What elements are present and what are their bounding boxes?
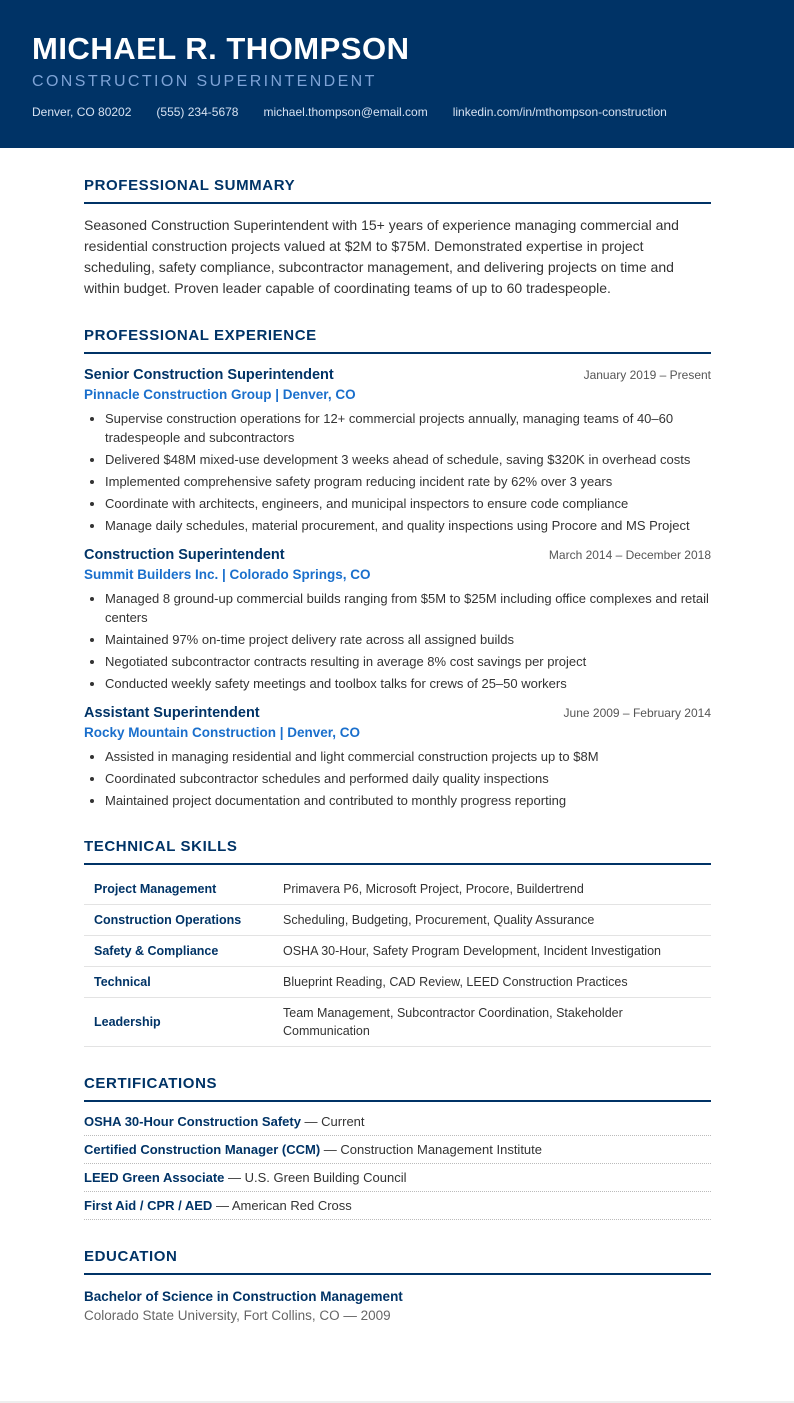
bullet-item: • Supervise construction operations for 12+ commercial projects annually, managing teams of 40–60 tradespeople and subcontractors	[105, 409, 711, 447]
summary-section	[84, 177, 711, 299]
job-dates: January 2019 – Present	[583, 368, 711, 382]
job-entry	[84, 545, 711, 693]
company: Pinnacle Construction Group | Denver, CO	[84, 387, 356, 402]
section-heading: PROFESSIONAL SUMMARY	[84, 177, 711, 204]
school: Colorado State University, Fort Collins, CO — 2009	[84, 1308, 391, 1323]
certification-name: Certified Construction Manager (CCM)	[84, 1142, 321, 1157]
skills-table	[84, 874, 711, 1047]
skill-category: Project Management	[84, 874, 273, 905]
bullet-item: • Coordinate with architects, engineers, and municipal inspectors to ensure code compliance	[105, 494, 711, 513]
bullet-item: • Conducted weekly safety meetings and toolbox talks for crews of 25–50 workers	[105, 674, 711, 693]
skill-row	[84, 967, 711, 998]
skills-section	[84, 838, 711, 1047]
job-title: Construction Superintendent	[84, 547, 285, 563]
job-header	[84, 703, 711, 723]
skill-category: Safety & Compliance	[84, 936, 273, 967]
bullet-item: • Manage daily schedules, material procurement, and quality inspections using Procore and MS Project	[105, 516, 711, 535]
linkedin: linkedin.com/in/mthompson-construction	[452, 105, 667, 119]
skill-category: Technical	[84, 967, 273, 998]
job-title: Senior Construction Superintendent	[84, 367, 334, 383]
job-title: Assistant Superintendent	[84, 705, 260, 721]
section-heading: TECHNICAL SKILLS	[84, 838, 711, 865]
company: Rocky Mountain Construction | Denver, CO	[84, 725, 361, 740]
bullet-item: • Coordinated subcontractor schedules and performed daily quality inspections	[105, 769, 711, 788]
section-heading: EDUCATION	[84, 1248, 711, 1275]
bullet-item: • Negotiated subcontractor contracts resulting in average 8% cost savings per project	[105, 652, 711, 671]
job-bullets	[84, 409, 711, 535]
skill-items: OSHA 30-Hour, Safety Program Development, Incident Investigation	[273, 936, 711, 967]
skill-items: Primavera P6, Microsoft Project, Procore, Buildertrend	[273, 874, 711, 905]
candidate-name: MICHAEL R. THOMPSON	[32, 31, 410, 66]
job-bullets	[84, 747, 711, 810]
skill-row	[84, 998, 711, 1047]
job-bullets	[84, 589, 711, 693]
bullet-item: • Maintained project documentation and contributed to monthly progress reporting	[105, 791, 711, 810]
job-dates: June 2009 – February 2014	[563, 706, 711, 720]
candidate-title: CONSTRUCTION SUPERINTENDENT	[32, 73, 377, 90]
skill-category: Leadership	[84, 998, 273, 1047]
skill-items: Blueprint Reading, CAD Review, LEED Construction Practices	[273, 967, 711, 998]
job-entry	[84, 365, 711, 535]
certification-name: LEED Green Associate	[84, 1170, 225, 1185]
certification-item	[84, 1192, 711, 1220]
certification-item	[84, 1136, 711, 1164]
skill-items: Scheduling, Budgeting, Procurement, Quality Assurance	[273, 905, 711, 936]
skill-row	[84, 936, 711, 967]
certification-issuer: — Construction Management Institute	[320, 1142, 543, 1157]
phone: (555) 234-5678	[156, 105, 239, 119]
bullet-item: • Assisted in managing residential and light commercial construction projects up to $8M	[105, 747, 711, 766]
certification-issuer: — U.S. Green Building Council	[224, 1170, 407, 1185]
bullet-item: • Managed 8 ground-up commercial builds ranging from $5M to $25M including office complexes and retail centers	[105, 589, 711, 627]
skill-category: Construction Operations	[84, 905, 273, 936]
experience-section	[84, 327, 711, 810]
contact-info	[32, 105, 762, 119]
bullet-item: • Implemented comprehensive safety program reducing incident rate by 62% over 3 years	[105, 472, 711, 491]
job-dates: March 2014 – December 2018	[548, 548, 711, 562]
certification-name: OSHA 30-Hour Construction Safety	[84, 1114, 301, 1129]
certification-issuer: — Current	[300, 1114, 365, 1129]
section-heading: CERTIFICATIONS	[84, 1075, 711, 1102]
certification-name: First Aid / CPR / AED	[84, 1198, 213, 1213]
bullet-item: • Maintained 97% on-time project delivery rate across all assigned builds	[105, 630, 711, 649]
certification-item	[84, 1164, 711, 1192]
bullet-item: • Delivered $48M mixed-use development 3 weeks ahead of schedule, saving $320K in overhead costs	[105, 450, 711, 469]
skill-items: Team Management, Subcontractor Coordination, Stakeholder Communication	[273, 998, 711, 1047]
section-heading: PROFESSIONAL EXPERIENCE	[84, 327, 711, 354]
job-entry	[84, 703, 711, 810]
resume-header	[0, 0, 794, 148]
certification-item	[84, 1108, 711, 1136]
degree: Bachelor of Science in Construction Management	[84, 1289, 403, 1304]
skill-row	[84, 874, 711, 905]
skill-row	[84, 905, 711, 936]
summary-text: Seasoned Construction Superintendent with 15+ years of experience managing commercial and residential construction projects valued at $2M to $75M. Demonstrated expertise in project scheduling, safety compliance, subcontractor management, and delivering projects on time and within budget. Proven leader capable of coordinating teams of up to 60 tradespeople.	[84, 217, 679, 296]
education-section	[84, 1248, 711, 1325]
certification-issuer: — American Red Cross	[212, 1198, 352, 1213]
job-header	[84, 545, 711, 565]
email: michael.thompson@email.com	[263, 105, 428, 119]
certifications-section	[84, 1075, 711, 1220]
location: Denver, CO 80202	[32, 105, 132, 119]
job-header	[84, 365, 711, 385]
company: Summit Builders Inc. | Colorado Springs, CO	[84, 567, 371, 582]
